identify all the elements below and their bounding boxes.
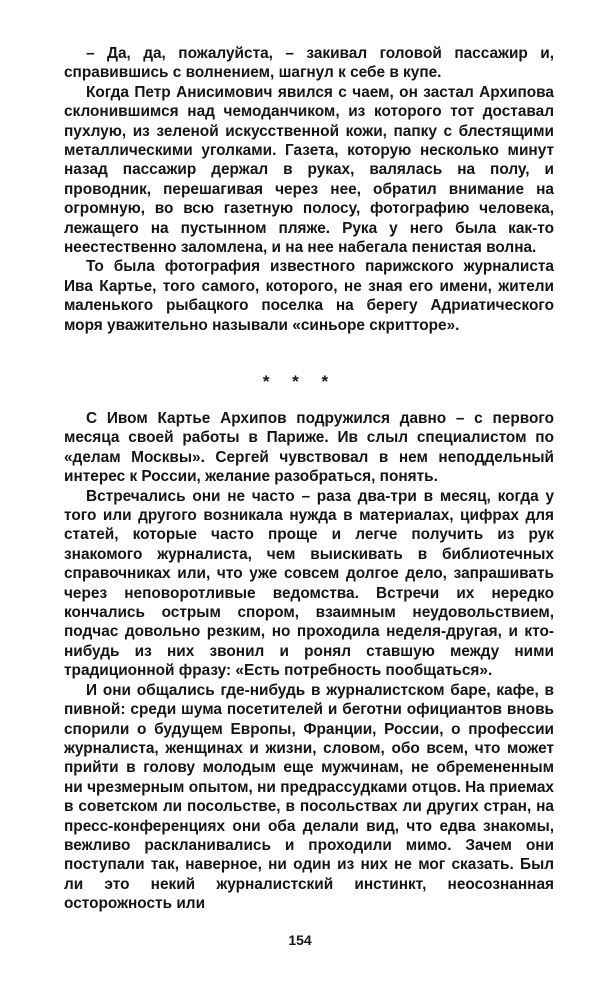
paragraph: Когда Петр Анисимович явился с чаем, он застал Архипова склонившимся над чемоданчиком, из которого тот доставал пухлую, из зеленой искусственной кожи, папку с блестящими металлическими уголками. Газета, которую несколько минут назад пассажир держал в руках, валялась на полу, и проводник, перешагивая через нее, обратил внимание на огромную, во всю газетную полосу, фотографию человека, лежащего на пустынном пляже. Рука у него была как-то неестественно заломлена, и на нее набегала пенистая волна. [64, 83, 554, 257]
page-number: 154 [288, 932, 312, 948]
section-break: * * * [262, 372, 338, 391]
paragraph: Встречались они не часто – раза два-три в месяц, когда у того или другого возникала нужда в материалах, цифрах для статей, которые часто проще и легче получить из рук знакомого журналиста, чем выискивать в библиотечных справочниках или, что уже совсем долгое дело, запрашивать через неповоротливые ведомства. Встречи их нередко кончались острым спором, взаимным неудовольствием, подчас довольно резким, но проходила неделя-другая, и кто-нибудь из них звонил и ронял ставшую между ними традиционной фразу: «Есть потребность пообщаться». [64, 487, 554, 680]
paragraph: То была фотография известного парижского журналиста Ива Картье, того самого, которого, не зная его имени, жители маленького рыбацкого поселка на берегу Адриатического моря уважительно называли «синьоре скритторе». [64, 258, 554, 334]
paragraph: И они общались где-нибудь в журналистском баре, кафе, в пивной: среди шума посетителей и беготни официантов вновь спорили о будущем Европы, Франции, России, о профессии журналиста, женщинах и жизни, словом, обо всем, что может прийти в голову молодым еще мужчинам, не обремененным ни чрезмерным опытом, ни предрассудками отцов. На приемах в советском ли посольстве, в посольствах ли других стран, на пресс-конференциях они оба делали вид, что едва знакомы, вежливо раскланивались и проходили мимо. Зачем они поступали так, наверное, ни один из них не мог сказать. Был ли это некий журналистский инстинкт, неосознанная осторожность или [64, 681, 554, 913]
text-block-after-break [64, 409, 554, 914]
text-block-before-break [64, 44, 554, 335]
paragraph: С Ивом Картье Архипов подружился давно – с первого месяца своей работы в Париже. Ив слыл специалистом по «делам Москвы». Сергей чувствовал в нем неподдельный интерес к России, желание разобраться, понять. [64, 410, 554, 486]
paragraph: – Да, да, пожалуйста, – закивал головой пассажир и, справившись с волнением, шагнул к себе в купе. [64, 45, 554, 82]
